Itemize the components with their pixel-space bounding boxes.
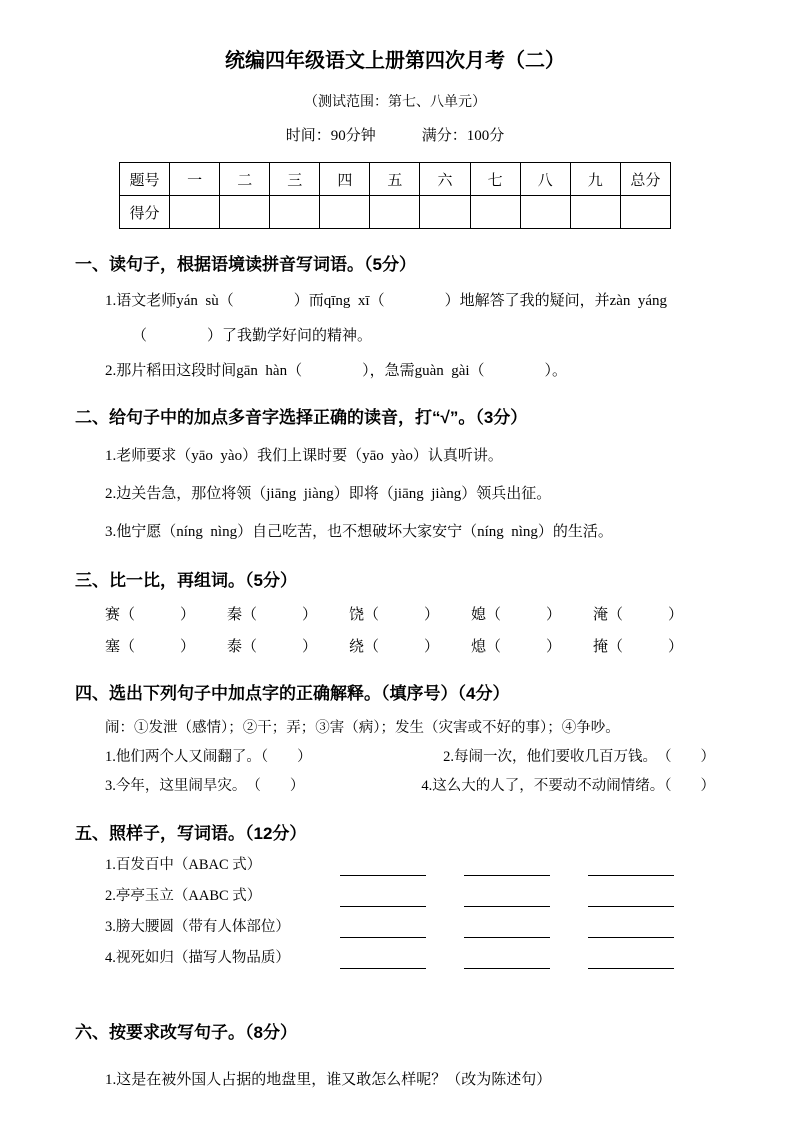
answer-blank [464,922,550,938]
question-text: 2.边关告急，那位将领（jiāng jiàng）即将（jiāng jiàng）领兵出征。 [105,486,552,502]
test-scope: （测试范围：第七、八单元） [304,95,486,110]
time-limit: 时间：90分钟 [285,128,376,144]
score-cell-empty [270,196,320,229]
word-item: 秦（ ） [227,607,318,623]
word-item: 媳（ ） [471,607,562,623]
score-table-cell: 一 [170,163,220,196]
score-table-cell: 八 [520,163,570,196]
answer-blank [588,922,674,938]
score-table-header-row [120,163,671,196]
question-text: 4.这么大的人了，不要动不动闹情绪。（ ） [421,778,715,794]
section-2-heading: 二、给句子中的加点多音字选择正确的读音，打“√”。（3分） [75,408,528,427]
score-cell-empty [220,196,270,229]
section-4-heading: 四、选出下列句子中加点字的正确解释。（填序号）（4分） [75,684,510,703]
answer-blank [588,891,674,907]
score-table-cell: 题号 [120,163,170,196]
score-cell-empty [520,196,570,229]
answer-blank [464,953,550,969]
score-table-cell: 三 [270,163,320,196]
score-cell-empty [370,196,420,229]
question-text: 1.他们两个人又闹翻了。（ ） [105,749,312,765]
word-item: 饶（ ） [349,607,440,623]
section-6-heading: 六、按要求改写句子。（8分） [75,1023,297,1042]
word-item: 赛（ ） [105,607,196,623]
question-text: 2.亭亭玉立（AABC 式） [105,888,262,904]
score-table [119,162,671,229]
question-text: 2.每闹一次，他们要收几百万钱。 （ ） [443,749,715,765]
answer-blank [588,860,674,876]
definition-line: 闹：①发泄（感情）；②干；弄；③害（病）；发生（灾害或不好的事）；④争吵。 [105,720,620,736]
answer-blank [340,922,426,938]
score-table-cell: 九 [570,163,620,196]
answer-blank [340,860,426,876]
pattern-word-row [105,948,715,969]
answer-blank [340,891,426,907]
section-3-heading: 三、比一比，再组词。（5分） [75,571,297,590]
word-item: 绕（ ） [349,639,440,655]
question-text: 1.老师要求（yāo yào）我们上课时要（yāo yào）认真听讲。 [105,448,503,464]
question-text: 1.这是在被外国人占据的地盘里，谁又敢怎么样呢？（改为陈述句） [105,1072,552,1088]
question-text: 3.今年，这里闹旱灾。 （ ） [105,778,305,794]
score-cell-empty [620,196,670,229]
score-table-cell: 四 [320,163,370,196]
full-score: 满分：100分 [421,128,505,144]
question-text: 1.语文老师yán sù（ ）而qīng xī（ ）地解答了我的疑问，并zàn yáng [105,293,668,309]
question-row [105,747,715,767]
score-cell-empty [170,196,220,229]
question-text: （ ）了我勤学好问的精神。 [132,328,373,344]
score-cell-empty [320,196,370,229]
answer-blank [464,860,550,876]
word-compare-row [105,637,715,658]
pattern-word-row [105,886,715,907]
word-item: 塞（ ） [105,639,196,655]
pattern-word-row [105,855,715,876]
word-item: 泰（ ） [227,639,318,655]
score-table-cell: 总分 [620,163,670,196]
exam-title: 统编四年级语文上册第四次月考（二） [225,50,565,72]
answer-blank [588,953,674,969]
question-text: 4.视死如归（描写人物品质） [105,950,290,966]
score-cell-empty [570,196,620,229]
score-table-cell: 得分 [120,196,170,229]
question-text: 2.那片稻田这段时间gān hàn（ ），急需guàn gài（ ）。 [105,363,568,379]
exam-info [75,126,715,146]
score-table-cell: 五 [370,163,420,196]
word-item: 掩（ ） [593,639,684,655]
score-table-cell: 二 [220,163,270,196]
question-text: 1.百发百中（ABAC 式） [105,857,262,873]
pattern-word-row [105,917,715,938]
question-text: 3.膀大腰圆（带有人体部位） [105,919,290,935]
word-compare-row [105,605,715,626]
question-text: 3.他宁愿（níng nìng）自己吃苦，也不想破坏大家安宁（níng nìng）的生活。 [105,524,613,540]
answer-blank [464,891,550,907]
score-table-score-row [120,196,671,229]
score-table-cell: 六 [420,163,470,196]
score-cell-empty [470,196,520,229]
word-item: 熄（ ） [471,639,562,655]
score-table-cell: 七 [470,163,520,196]
section-5-heading: 五、照样子，写词语。（12分） [75,824,307,843]
question-row [105,776,715,796]
answer-blank [340,953,426,969]
section-1-heading: 一、读句子，根据语境读拼音写词语。（5分） [75,255,416,274]
word-item: 淹（ ） [593,607,684,623]
score-cell-empty [420,196,470,229]
